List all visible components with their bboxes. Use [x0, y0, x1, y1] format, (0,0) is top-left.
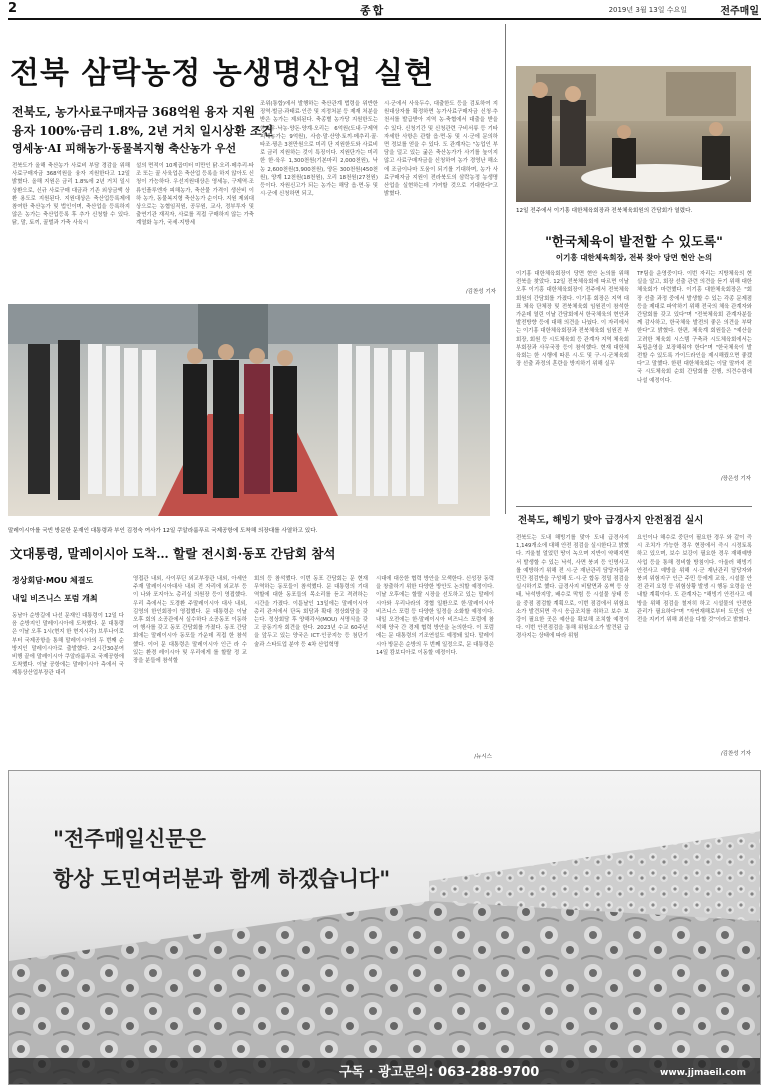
story3-column-3: 회의 등 참석했다. 이번 동포 간담회는 문 현재 무역하는 동포들이 참석했다. 문 대통령의 기대 역할에 대한 동포들의 목소리를 듣고 격려하는 시간을 가졌다. 이튿날인 13일에는 말레이시아 총리 관저에서 단독 회담과 확대 정상회담을 갖는다. 정상회담 후 양해각서(MOU) 서명식을 갖고 공동기자 회견을 한다. 2023년 수교 60주년을 앞두고 있는 양국은 ICT·인공지능 등 첨단기술과 스타트업 분야 등 4차 산업혁명	[254, 576, 368, 648]
ad-contact-bar	[9, 1058, 760, 1084]
ad-slogan-line-2: 항상 도민여러분과 함께 하겠습니다"	[53, 866, 391, 891]
story3-headline: 文대통령, 말레이시아 도착… 할랄 전시회·동포 간담회 참석	[10, 546, 336, 561]
arrival-photo-illustration	[8, 304, 490, 516]
story1-column-1: 전북도가 올해 축산농가 사료비 부담 경감을 위해 사료구매자금 368억원을 융자 지원한다고 12일 밝혔다. 올해 지원은 금리 1.8%에 2년 거치 일시상환으로, 신규 사료구매 대금과 기존 외상금액 상환 용도로 지원된다. 지원대상은 축산업등록제에 참여한 축산농가 및 법인이며, 축산업을 등록하지 않은 농가는 축산업등록 후 추가 신청할 수 있다. 닭, 말, 토끼, 꿀벌과 가축 사육시	[12, 163, 130, 227]
banquet-photo	[516, 66, 751, 202]
ad-website[interactable]: www.jjmaeil.com	[660, 1068, 746, 1078]
ad-slogan-line-1: "전주매일신문은	[53, 826, 206, 851]
story4-byline: /김찬성 기자	[720, 751, 751, 757]
story1-subhead-3: 영세농·AI 피해농가·동물복지형 축산농가 우선	[12, 142, 237, 155]
story3-subhead-1: 정상회담·MOU 체결도	[12, 576, 94, 585]
header-rule	[8, 18, 761, 20]
story1-column-2: 설의 면적이 10제곱미터 미만인 닭·오리·메추리·타조 또는 꿀 사육업은 축산업 등록을 하지 않아도 신청이 가능하다. 우선지원대상은 영세농, 구제역·조류인플루엔자 피해농가, 축산물 가격이 생산비 이하 농가, 동물복지형 축산농가 순이다. 지원 제외대상으로는 농협임직원, 공무원, 교사, 정부투자 및 출연기관 재직자, 사료를 직접 구매하지 않는 가축계열화 농가, 국세·지방세	[136, 163, 254, 227]
column-divider	[505, 24, 506, 514]
banquet-photo-caption: 12일 전주에서 이기흥 대한체육회장과 전북체육회원의 간담회가 열렸다.	[516, 208, 693, 214]
story3-byline: /뉴시스	[474, 754, 492, 760]
banquet-photo-illustration	[516, 66, 751, 202]
newspaper-ad	[8, 770, 761, 1085]
story4-headline: 전북도, 해빙기 맞아 급경사지 안전점검 실시	[518, 515, 704, 526]
story3-column-1: 동남아 순방길에 나선 문재인 대통령이 12일 다음 순방지인 말레이시아에 도착했다. 문 대통령은 이날 오후 1시(현지 한 현지시각) 브루나이로부터 국제공항을 통해 말레이시아의 두 번째 순방지인 말레이시아로 출발했다. 2시간30분여 비행 끝에 말레이시아 쿠알라룸푸르 국제공항에 도착했다. 이날 공항에는 말레이시아 측에서 국제통상산업부장관 대리	[12, 613, 124, 677]
story1-column-4: 시·군에서 사육두수, 대출한도 등을 검토하여 지원대상자를 확정하면 농가사료구매자금 신청·추천서를 발급받아 지역 농·축협에서 대출을 받을 수 있다. 신청기간 및 신청관련 구비서류 등 기타 자세한 사항은 관할 읍·면·동 및 시·군에 문의하면 정보를 얻을 수 있다. 도 관계자는 "농업인 부담을 덜고 있는 굶은 축산농가가 사기를 높이지 않고 사료구매자금을 신청하여 농가 경영난 해소에 조금이나마 도움이 되기를 기대하며, 농가 사료구매자금 지원이 전라북도의 삼락농정 농생명산업을 실현하는데 기여할 것으로 기대한다"고 밝혔다.	[384, 101, 498, 198]
story1-column-3: 조위(통합)에서 발행하는 축산관계 법령을 위반한 징역·벌금·과태료·인증 및 지정처분 등 제재 처분을 받은 농가는 제외된다. 축종별 농가당 지원한도는 한육우·낙농·양돈·양계·오리는 6억원(도내·구제역 피해농가는 9억원), 사슴·말·산양·토끼·메추리·꿀·타조·꿩은 3천만원으로 미리 단 지원한도와 사료비로 금리 지원하는 것이 특징이다. 지원단가는 미리한 한·육우 1,300천원(기본마리 2,000천원), 낙농 2,600천원(3,900천원), 양돈 300천원(450천원), 양계 12천원(18천원), 오리 18천원(27천원) 등이다. 자원신고가 되는 농가는 해당 읍·면·동 및 시·군에 신청하면 되고,	[260, 101, 378, 198]
story2-column-2: TF팀을 운영중이다. 이번 자리는 지방체육의 현실을 알고, 회장 선출 관련 의견을 듣기 위해 대한체육회가 마련했다. 이기흥 대한체육회장은 "회장 선출 과정 중에서 발생할 수 있는 각종 문제점 등을 제대로 파악하기 위해 전국의 체육 관계자와 간담회를 갖고 있다"며 "전북체육회 관계자분들께 감사하고, 한국체육 발전의 좋은 의견을 부탁한다"고 밝혔다. 한편, 체육계 회원들은 "예산을 고려한 체육회 시스템 구축과 시도체육회에서는 독립운영을 보장해줘야 한다"며 "한국체육이 발전할 수 있도록 가이드라인을 제시해줬으면 좋겠다"고 말했다. 한편 대한체육회는 이달 말까지 전국 시도체육회 순회 간담회를 진행, 의견수렴에 나설 예정이다.	[637, 271, 752, 384]
ad-contact: 구독 · 광고문의: 063-288-9700	[339, 1065, 540, 1080]
story1-subhead-1: 전북도, 농가사료구매자금 368억원 융자 지원	[12, 105, 256, 119]
story3-column-2: 영접관 내외, 사이푸딘 외교부장관 내외, 아세안 주재 말레이시아대사 내외 전 자리에 외교부 등이 나와 포지아노 총리실 의원장 등이 영접했다. 우리 측에서는 도경환 주말레이시아 대사 내외, 김영의 한인회장이 영접했다. 문 대통령은 이날 오후 회의 소공관에서 실수하다 소공동포 이동하여 행사를 갖고 동포 간담회를 가졌다. 동포 간담회에는 말레이시아 동포들 가운데 직접 한 참석 했다. 이어 문 대통령은 말레이시아 인근 라 수 있는 환경 레이시아 및 우리에게 를 할랄 정 교 장을 분들에 참석할	[133, 576, 247, 665]
story1-byline: /김찬성 기자	[465, 289, 496, 295]
sunflower-field-illustration	[9, 771, 761, 1085]
story2-headline: "한국체육이 발전할 수 있도록"	[545, 235, 723, 250]
story4-column-1: 전북도는 도내 해빙기를 맞아 도내 급경사지 1,149개소에 대해 안전 점검을 실시한다고 밝혔다. 겨울철 얼었던 땅이 녹으며 지반이 약해지면서 발생할 수 있는 낙석, 사면 붕괴 등 인명사고를 예방하기 위해 전 시·군 재난관리 담당자들과 민간 점검반을 구성해 도·시·군 합동 정밀 점검을 실시하기로 했다. 급경사지 비탈면과 옹벽 등 상태, 낙석방지망, 배수로 막힘 등 시설물 상태 등을 중점 점검할 계획으로, 이번 점검에서 위험요소가 발견되면 즉시 응급조치를 취하고 보수 보강이 필요한 곳은 예산을 확보해 조치할 예정이다. 이번 안전점검을 통해 위험요소가 발견된 급경사지는 상태에 따라 위험	[516, 535, 629, 640]
arrival-photo-caption: 말레이시아를 국빈 방문한 문재인 대통령과 부인 김정숙 여사가 12일 쿠알라룸푸르 국제공항에 도착해 의장대를 사열하고 있다.	[8, 528, 318, 534]
section-title: 종합	[360, 4, 386, 17]
story2-byline: /장은성 기자	[720, 476, 751, 482]
story1-subhead-2: 융자 100%·금리 1.8%, 2년 거치 일시상환 조건	[12, 124, 274, 138]
story4-column-2: 요인이나 해수로 중단이 필요한 경우 와 같이 즉시 조치가 가능한 경우 현장에서 즉시 시정토록 하고 있으며, 보수 보강이 필요한 경우 재해예방사업 등을 통해 정비할 방침이다. 아울러 해빙기 안전사고 예방을 위해 시·군 재난관리 담당자와 붕괴 위험지구 인근 주민 등에게 교육, 시설물 안전 관리 요령 등 위험상황 발생 시 행동 요령을 안내할 계획이다. 도 관계자는 "해빙기 안전사고 예방을 위해 점검을 철저히 하고 시설물의 안전한 관리가 필요하다"며 "자연재해로부터 도민의 안전을 지키기 위해 최선을 다할 것"이라고 밝혔다.	[637, 535, 752, 624]
masthead: 전주매일	[720, 6, 759, 17]
story3-subhead-2: 내일 비즈니스 포럼 개최	[12, 594, 98, 603]
story2-column-1: 이기흥 대한체육회장이 당면 현안 논의를 위해 전북을 찾았다. 12일 전북체육회에 따르면 이날 오후 이기흥 대한체육회장이 전주에서 전북체육회원의 간담회를 가졌다. 이기흥 회장은 지역 대표 체육 단체장 및 전북체육회 임원진이 참석한 가운데 열린 이날 간담회에서 한국체육의 현안과 발전방향 등에 대해 의견을 나눴다. 이 자리에서는 이기흥 대한체육회장과 전북체육회 임원진 부회장, 회원 등 시도체육회 등 관계자 지역 체육회 부회장과 사무국장 등이 참석했다. 현재 대한체육회는 한 시행에 따른 시·도 및 구·시·군체육회장 선출 과정의 혼란을 방지하기 위해 실무	[516, 271, 629, 368]
story2-subhead: 이기흥 대한체육회장, 전북 찾아 당면 현안 논의	[555, 253, 713, 262]
page-number: 2	[8, 1, 18, 16]
story3-column-4: 시대에 대응한 협력 방안을 모색한다. 신성장 동력을 창출하기 위한 다양한 방안도 논의할 예정이다. 이날 오후에는 할랄 시장을 선도하고 있는 말레이시아와 우리나라의 경협 일환으로 한·말레이시아 비즈니스 포럼 등 다양한 일정을 소화할 예정이다. 내일 오전에는 한·말레이시아 비즈니스 포럼에 참석해 양국 간 경제 협력 방안을 논의한다. 이 포럼에는 문 대통령의 기조연설도 예정돼 있다. 말레이시아 방문은 순방의 두 번째 일정으로, 문 대통령은 14일 캄보디아로 이동할 예정이다.	[376, 576, 494, 656]
story1-headline: 전북 삼락농정 농생명산업 실현	[10, 56, 435, 91]
arrival-photo	[8, 304, 490, 516]
issue-date: 2019년 3월 13일 수요일	[608, 6, 687, 14]
story4-top-rule	[516, 506, 752, 507]
